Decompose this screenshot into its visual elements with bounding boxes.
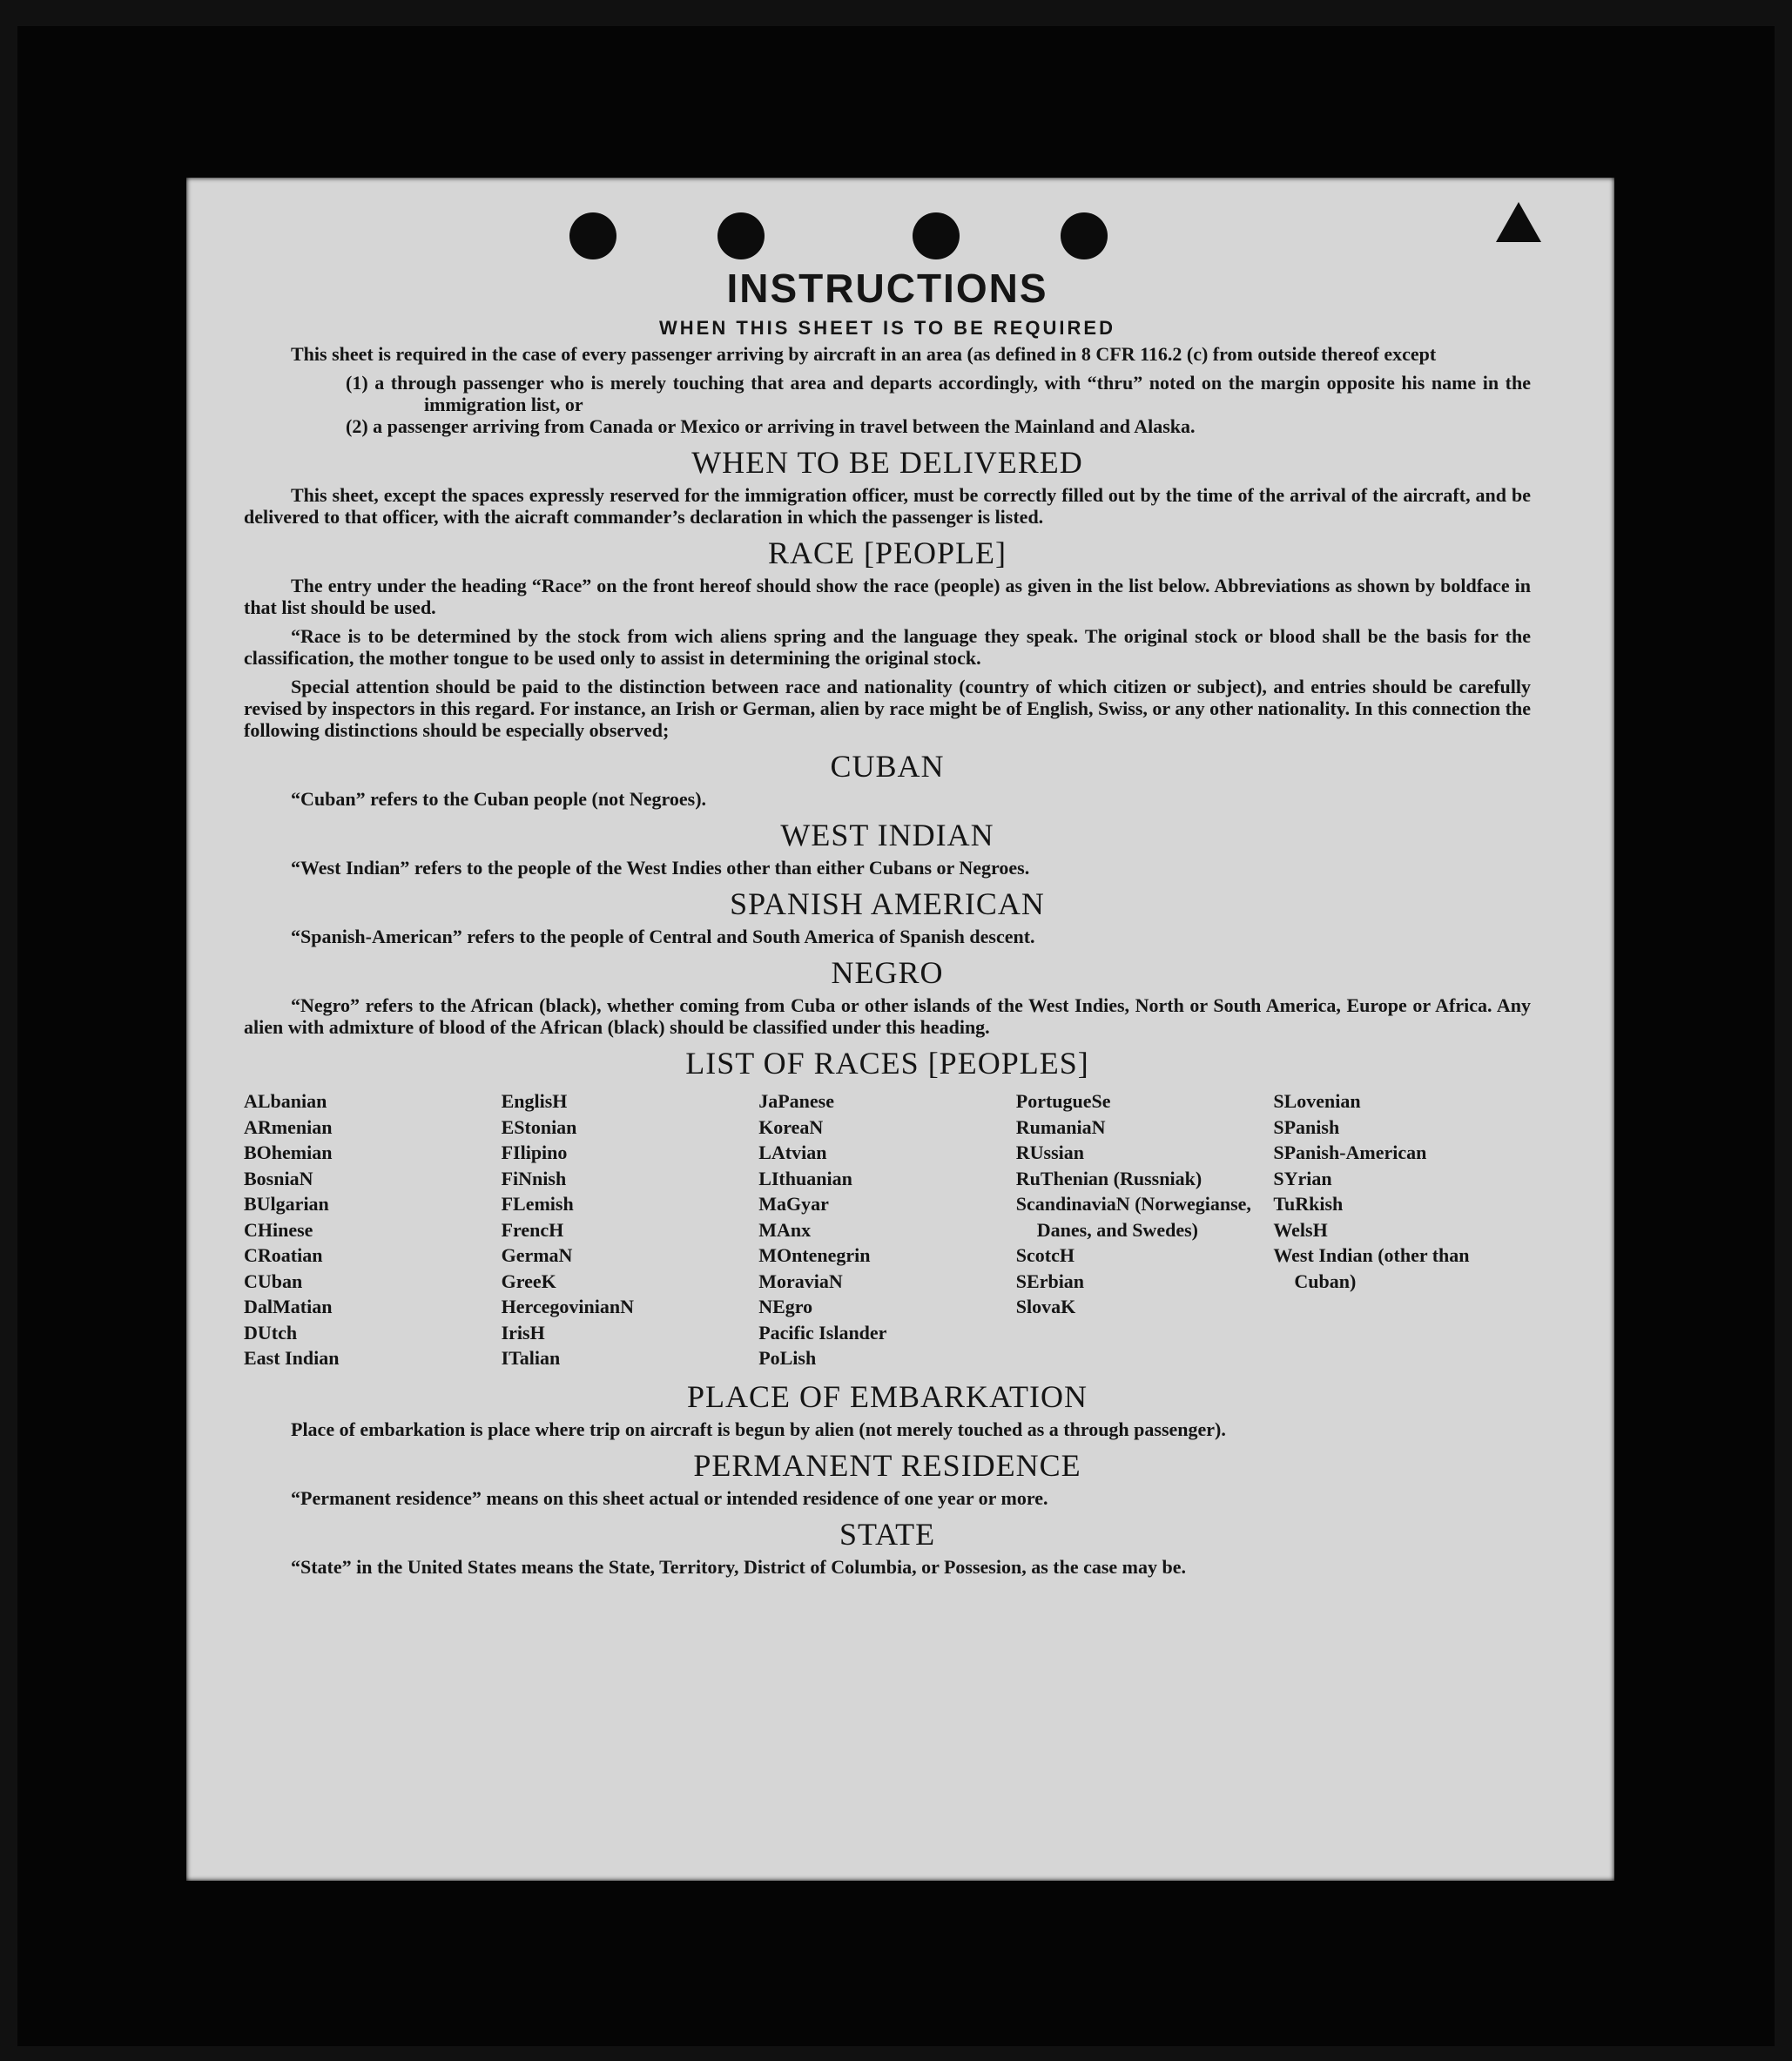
- race-entry: SLovenian: [1273, 1090, 1361, 1112]
- document-page: [186, 178, 1614, 1881]
- race-entry: Pacific Islander: [758, 1321, 887, 1344]
- embarkation-text: Place of embarkation is place where trip on aircraft is begun by alien (not merely touched as a through passenger).: [291, 1418, 1226, 1440]
- race-entry: West Indian (other than Cuban): [1273, 1244, 1470, 1292]
- exception-item: (1) a through passenger who is merely touching that area and departs accordingly, with “thru” noted on the margin opposite his name in the immigration list, or: [346, 372, 1531, 415]
- race-entry: BUlgarian: [244, 1193, 329, 1215]
- section-heading-list-of-races: LIST OF RACES [PEOPLES]: [685, 1046, 1089, 1081]
- cuban-text: “Cuban” refers to the Cuban people (not Negroes).: [291, 788, 707, 810]
- race-entry: TuRkish: [1273, 1193, 1344, 1215]
- race-entry: SPanish-American: [1273, 1142, 1427, 1163]
- instructions-content: [244, 265, 1531, 1585]
- race-entry: RUssian: [1015, 1142, 1085, 1163]
- race-entry: East Indian: [244, 1347, 340, 1369]
- race-entry: IrisH: [501, 1321, 545, 1344]
- race-entry: LIthuanian: [758, 1167, 852, 1189]
- race-entry: SErbian: [1015, 1270, 1085, 1292]
- spanish-american-text: “Spanish-American” refers to the people of Central and South America of Spanish descent.: [291, 926, 1035, 947]
- exceptions-list: [244, 372, 1531, 437]
- race-paragraph-2: “Race is to be determined by the stock from wich aliens spring and the language they speak. The original stock or blood shall be the basis for the classification, the mother tongue to be used only to assist in determining the original stock.: [244, 625, 1531, 669]
- races-column-5: [1273, 1088, 1531, 1371]
- race-entry: FiNnish: [501, 1167, 567, 1189]
- race-entry: CRoatian: [244, 1244, 323, 1266]
- race-entry: MOntenegrin: [758, 1244, 871, 1266]
- race-entry: FLemish: [501, 1193, 574, 1215]
- state-text: “State” in the United States means the State, Territory, District of Columbia, or Possesion, as the case may be.: [291, 1555, 1187, 1578]
- race-entry: CHinese: [244, 1218, 313, 1241]
- punch-hole-3: [913, 212, 960, 259]
- race-entry: MAnx: [758, 1218, 812, 1241]
- race-entry: CUban: [244, 1270, 303, 1292]
- race-entry: JaPanese: [758, 1090, 834, 1112]
- section-heading-cuban: CUBAN: [830, 749, 945, 784]
- race-entry: RumaniaN: [1015, 1115, 1106, 1138]
- race-entry: KoreaN: [758, 1115, 824, 1138]
- race-entry: PortugueSe: [1015, 1090, 1111, 1112]
- race-entry: DalMatian: [244, 1296, 333, 1317]
- race-entry: LAtvian: [758, 1142, 827, 1163]
- intro-paragraph: This sheet is required in the case of every passenger arriving by aircraft in an area (as defined in 8 CFR 116.2 (c) from outside thereof except: [291, 343, 1437, 365]
- page-subtitle: WHEN THIS SHEET IS TO BE REQUIRED: [659, 317, 1115, 339]
- race-entry: FrencH: [501, 1218, 564, 1241]
- race-entry: MaGyar: [758, 1193, 829, 1215]
- section-heading-state: STATE: [839, 1516, 936, 1552]
- section-heading-embarkation: PLACE OF EMBARKATION: [686, 1378, 1088, 1414]
- races-column-1: [244, 1088, 502, 1371]
- race-paragraph-3: Special attention should be paid to the distinction between race and nationality (country of which citizen or subject), and entries should be carefully revised by inspectors in this regard. For instance, an Irish or German, alien by race might be of English, Swiss, or any other nationality. In this connection the following distinctions should be especially observed;: [244, 676, 1531, 741]
- race-entry: GermaN: [501, 1244, 573, 1266]
- torn-corner-mark: [1496, 202, 1541, 242]
- section-heading-race: RACE [PEOPLE]: [768, 535, 1007, 570]
- races-table: [244, 1088, 1531, 1371]
- section-heading-spanish-american: SPANISH AMERICAN: [730, 886, 1045, 921]
- page-title: INSTRUCTIONS: [726, 266, 1048, 311]
- race-entry: EnglisH: [501, 1090, 568, 1112]
- race-entry: HercegovinianN: [501, 1296, 634, 1317]
- punch-hole-4: [1061, 212, 1108, 259]
- negro-text: “Negro” refers to the African (black), whether coming from Cuba or other islands of the West Indies, North or South America, Europe or Africa. Any alien with admixture of blood of the African (black) should be classified under this heading.: [244, 994, 1531, 1038]
- race-entry: BOhemian: [244, 1142, 333, 1163]
- race-entry: SlovaK: [1015, 1296, 1076, 1317]
- exception-item: (2) a passenger arriving from Canada or Mexico or arriving in travel between the Mainland and Alaska.: [346, 415, 1196, 437]
- races-column-2: [502, 1088, 759, 1371]
- race-entry: GreeK: [501, 1270, 556, 1292]
- race-entry: SYrian: [1273, 1167, 1332, 1189]
- race-paragraph-1: The entry under the heading “Race” on the front hereof should show the race (people) as given in the list below. Abbreviations as shown by boldface in that list should be used.: [244, 575, 1531, 618]
- race-entry: RuThenian (Russniak): [1015, 1167, 1203, 1189]
- race-entry: WelsH: [1273, 1218, 1328, 1241]
- race-entry: BosniaN: [244, 1167, 313, 1189]
- punch-hole-1: [569, 212, 616, 259]
- west-indian-text: “West Indian” refers to the people of the West Indies other than either Cubans or Negroes.: [291, 857, 1030, 879]
- section-heading-negro: NEGRO: [831, 955, 944, 990]
- race-entry: NEgro: [758, 1296, 813, 1317]
- races-column-4: [1016, 1088, 1274, 1371]
- race-entry: DUtch: [244, 1321, 298, 1344]
- race-entry: SPanish: [1273, 1115, 1340, 1138]
- race-entry: MoraviaN: [758, 1270, 843, 1292]
- race-entry: ALbanian: [244, 1090, 327, 1112]
- race-entry: ScotcH: [1015, 1244, 1075, 1266]
- race-entry: PoLish: [758, 1347, 817, 1369]
- residence-text: “Permanent residence” means on this sheet actual or intended residence of one year or more.: [291, 1486, 1048, 1509]
- race-entry: EStonian: [501, 1115, 577, 1138]
- race-entry: ARmenian: [244, 1115, 333, 1138]
- section-heading-residence: PERMANENT RESIDENCE: [693, 1447, 1081, 1483]
- punch-hole-2: [717, 212, 765, 259]
- race-entry: ScandinaviaN (Norwegianse, Danes, and Swedes): [1015, 1193, 1251, 1241]
- section-heading-west-indian: WEST INDIAN: [780, 818, 994, 852]
- section-heading-when-delivered: WHEN TO BE DELIVERED: [691, 445, 1083, 480]
- race-entry: FIlipino: [501, 1142, 568, 1163]
- races-column-3: [758, 1088, 1016, 1371]
- race-entry: ITalian: [501, 1347, 561, 1369]
- when-delivered-text: This sheet, except the spaces expressly reserved for the immigration officer, must be correctly filled out by the time of the arrival of the aircraft, and be delivered to that officer, with the aicraft commander’s declaration in which the passenger is listed.: [244, 484, 1531, 528]
